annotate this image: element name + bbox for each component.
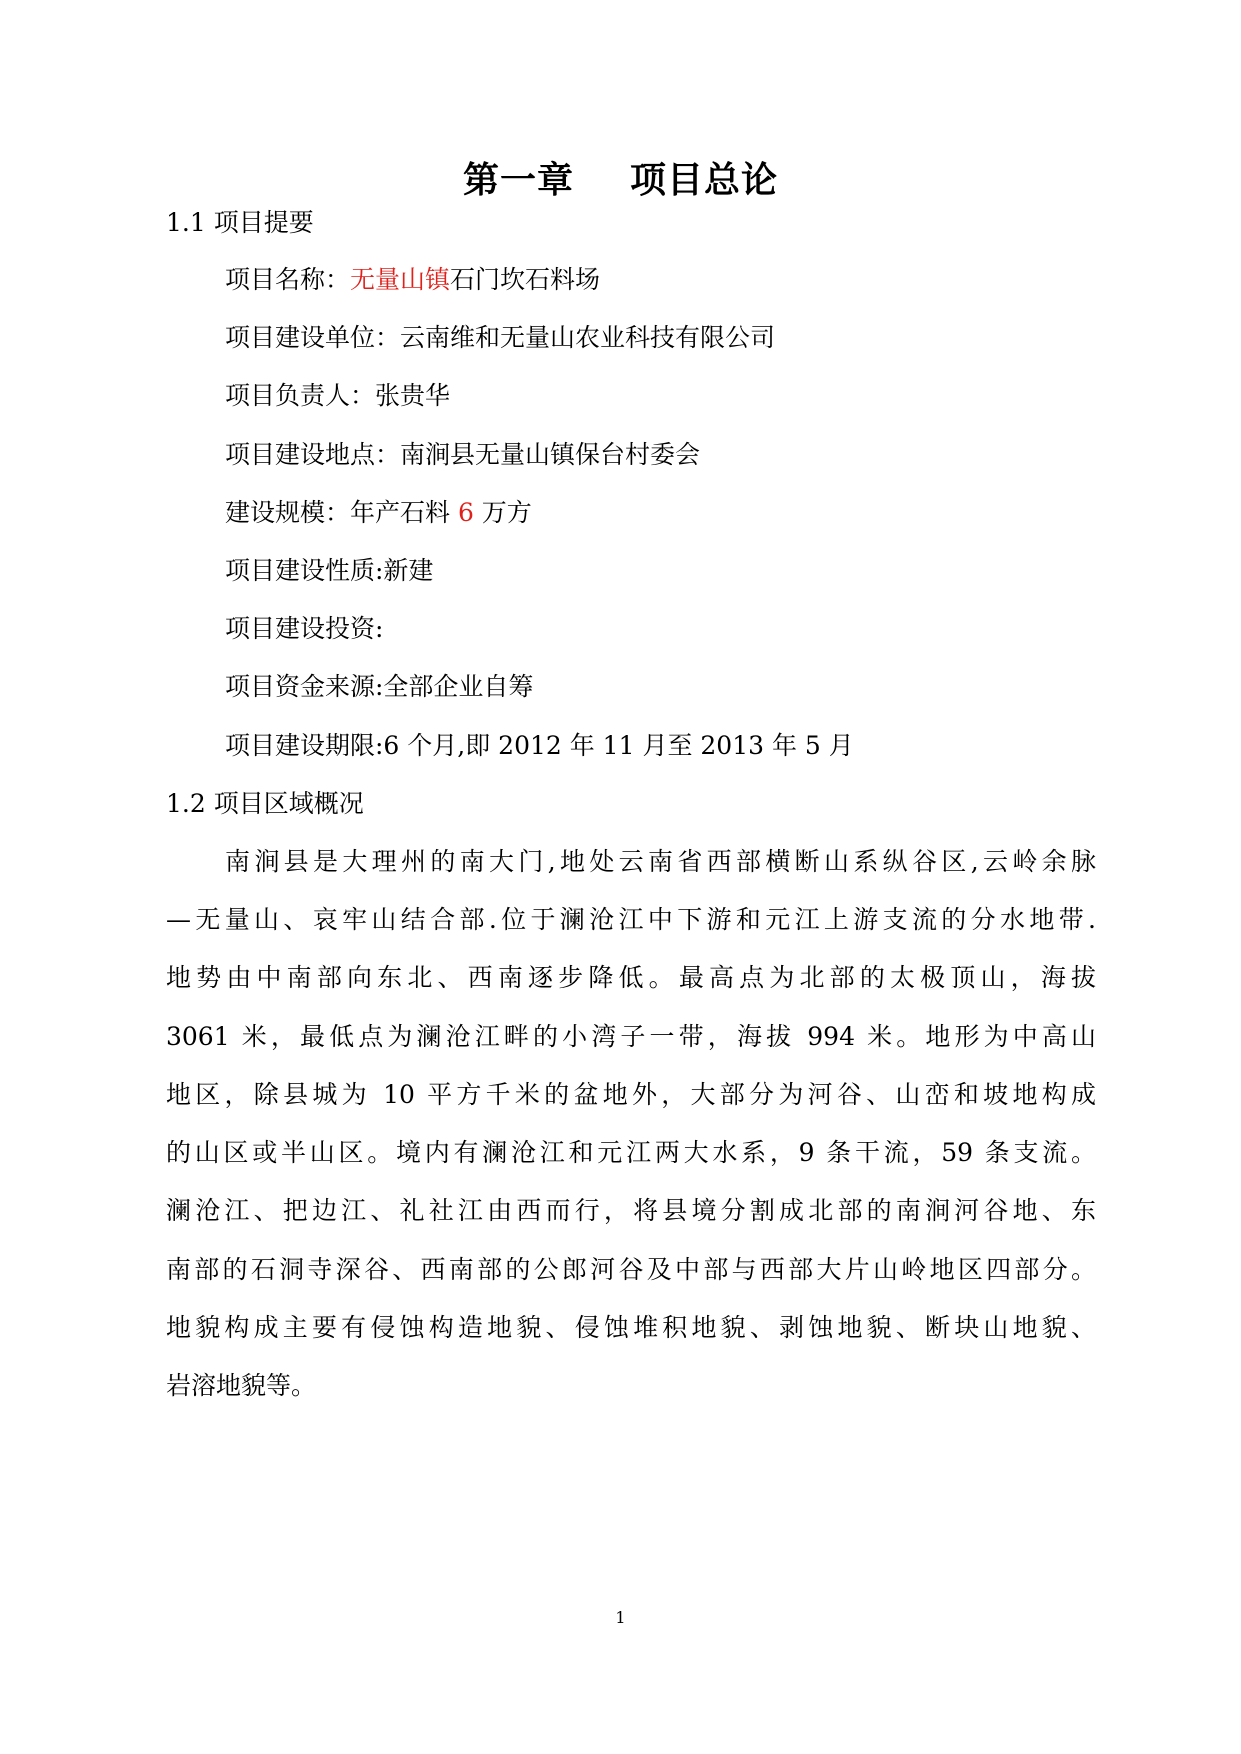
scale-label: 建设规模：年产石料	[225, 498, 458, 527]
section-heading-1-2: 1.2 项目区域概况	[166, 789, 364, 818]
field-nature: 项目建设性质:新建	[225, 556, 434, 585]
paragraph-line: 地势由中南部向东北、西南逐步降低。最高点为北部的太极顶山，海拔	[166, 963, 1096, 992]
field-funding: 项目资金来源:全部企业自筹	[225, 672, 534, 701]
project-name-highlight: 无量山镇	[350, 265, 451, 294]
paragraph-line: 的山区或半山区。境内有澜沧江和元江两大水系，9 条干流，59 条支流。	[166, 1138, 1096, 1167]
field-investment: 项目建设投资:	[225, 614, 384, 643]
paragraph-line: 南涧县是大理州的南大门,地处云南省西部横断山系纵谷区,云岭余脉	[225, 847, 1096, 876]
chapter-number: 第一章	[462, 159, 574, 201]
paragraph-line: 3061 米，最低点为澜沧江畔的小湾子一带，海拔 994 米。地形为中高山	[166, 1022, 1096, 1051]
scale-value: 6	[457, 498, 474, 527]
paragraph-line: 南部的石洞寺深谷、西南部的公郎河谷及中部与西部大片山岭地区四部分。	[166, 1255, 1096, 1284]
paragraph-line: 地区，除县城为 10 平方千米的盆地外，大部分为河谷、山峦和坡地构成	[166, 1080, 1096, 1109]
field-person-in-charge: 项目负责人：张贵华	[225, 381, 451, 410]
paragraph-line: 地貌构成主要有侵蚀构造地貌、侵蚀堆积地貌、剥蚀地貌、断块山地貌、	[166, 1313, 1096, 1342]
field-project-name	[225, 260, 600, 296]
field-builder: 项目建设单位：云南维和无量山农业科技有限公司	[225, 323, 776, 352]
field-period: 项目建设期限:6 个月,即 2012 年 11 月至 2013 年 5 月	[225, 731, 854, 760]
project-name-label: 项目名称：	[225, 265, 351, 294]
project-name-rest: 石门坎石料场	[450, 265, 601, 294]
field-scale	[225, 493, 532, 529]
field-location: 项目建设地点：南涧县无量山镇保台村委会	[225, 440, 701, 469]
paragraph-line: —无量山、哀牢山结合部.位于澜沧江中下游和元江上游支流的分水地带.	[166, 905, 1096, 934]
paragraph-line: 澜沧江、把边江、礼社江由西而行，将县境分割成北部的南涧河谷地、东	[166, 1196, 1096, 1225]
page-number: 1	[615, 1608, 626, 1627]
chapter-title	[0, 152, 1241, 203]
section-heading-1-1: 1.1 项目提要	[166, 208, 314, 237]
scale-unit: 万方	[473, 498, 532, 527]
chapter-name: 项目总论	[630, 159, 779, 201]
paragraph-line: 岩溶地貌等。	[166, 1371, 317, 1400]
